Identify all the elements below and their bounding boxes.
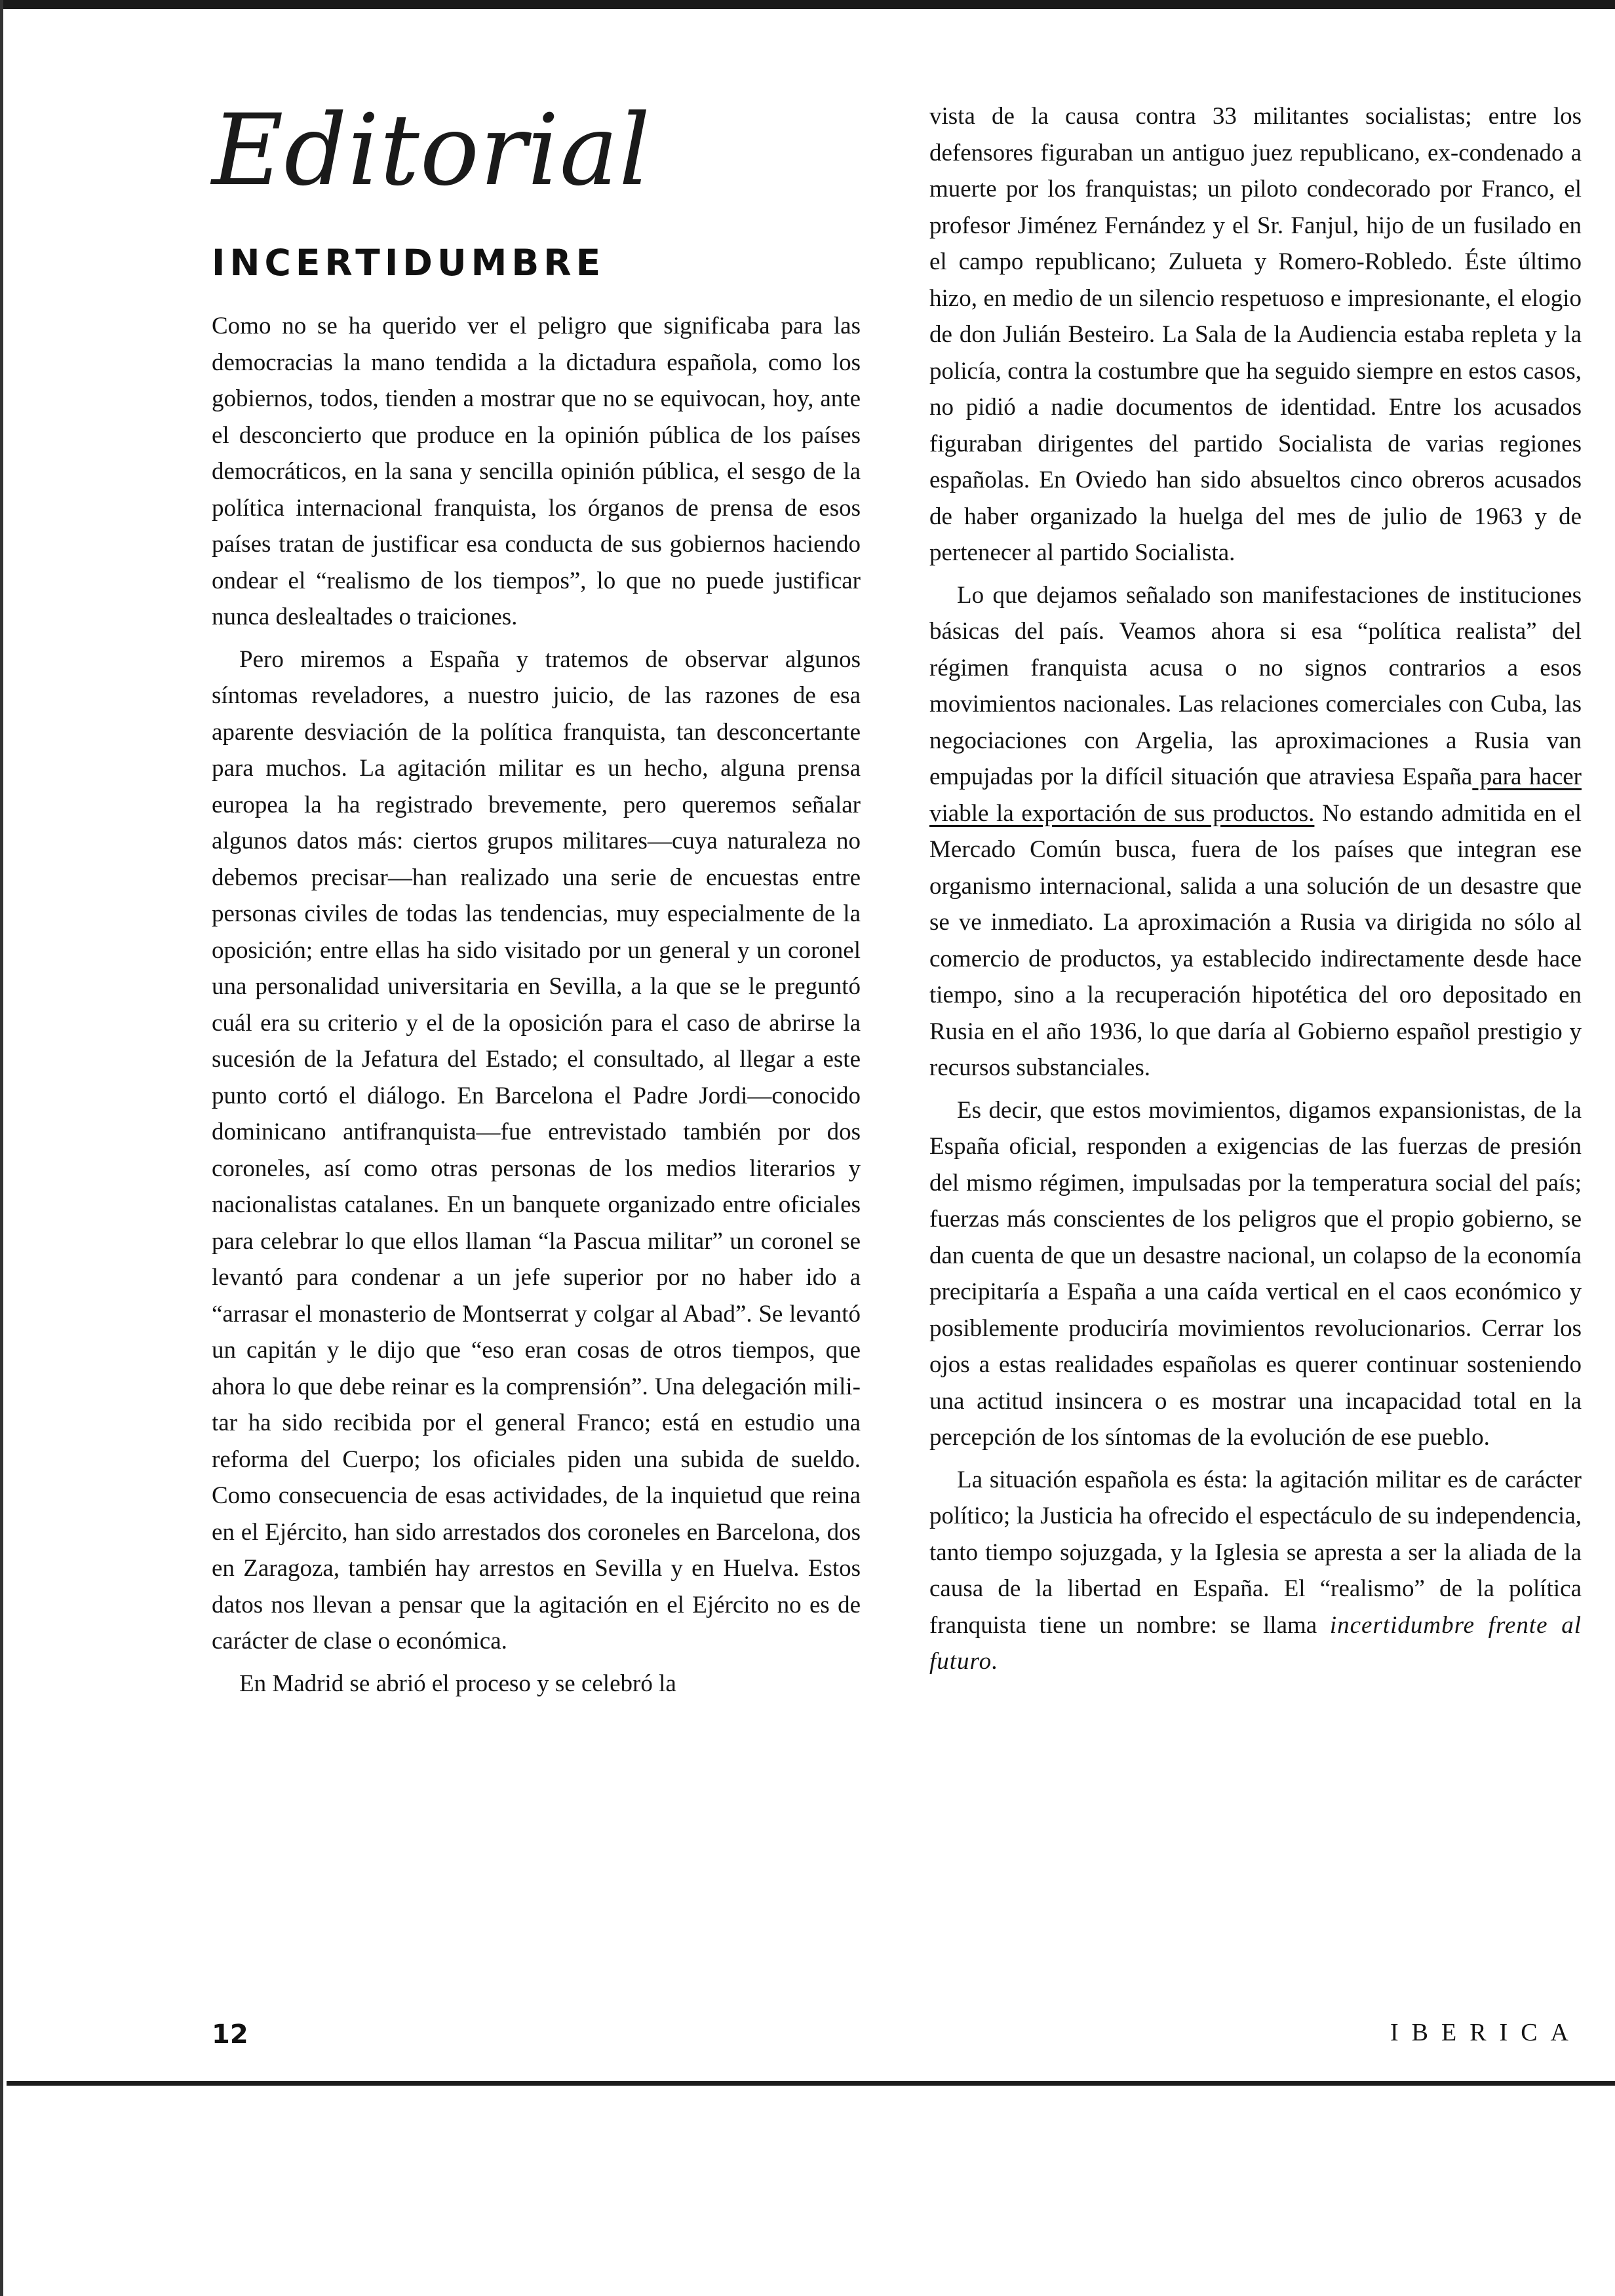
- bottom-rule: [7, 2081, 1615, 2086]
- article-paragraph: [929, 577, 1582, 1086]
- article-paragraph: Es decir, que estos movimientos, digamos expansionistas, de la España oficial, responden a exigencias de las fuerzas de presión del mismo régimen, impulsadas por la temperatura social del país; fuerzas más conscientes de los peligros que el propio gobierno, se dan cuenta de que un desastre nacional, un colapso de la economía precipitaría a España a una caída vertical en el caos económico y posiblemente produciría movimientos revolucionarios. Cerrar los ojos a estas realidades españolas es querer continuar sosteniendo una actitud insincera o es mostrar una incapacidad total en la percepción de los síntomas de la evolución de ese pueblo.: [929, 1096, 1582, 1451]
- page-left-border: [0, 0, 3, 2296]
- page-number: 12: [212, 2019, 248, 2050]
- right-column: [929, 98, 1582, 1680]
- article-paragraph: En Madrid se abrió el proceso y se celebró la: [239, 1670, 676, 1697]
- publication-name: IBERICA: [1390, 2019, 1582, 2046]
- article-paragraph: vista de la causa contra 33 militantes socialistas; entre los defensores figuraban un antiguo juez republicano, ex-condenado a muerte por los franquistas; un piloto condecorado por Franco, el profesor Jiménez Fernández y el Sr. Fanjul, hijo de un fusilado en el campo republicano; Zulueta y Romero-Robledo. Éste último hizo, en medio de un silencio respetuoso e impresionante, el elogio de don Julián Besteiro. La Sala de la Audiencia estaba repleta y la policía, contra la costumbre que ha seguido siempre en estos casos, no pidió a nadie documentos de identidad. Entre los acusados figuraban dirigentes del partido Socialista de varias regiones españolas. En Oviedo han sido absueltos cinco obreros acusados de haber organizado la huelga del mes de julio de 1963 y de pertenecer al partido Socialista.: [929, 103, 1582, 566]
- paragraph-text: No estando admitida en el Mercado Común busca, fuera de los países que integran ese organismo internacional, salida a una solución de un desastre que se ve inmediato. La aproximación a Rusia va dirigida no sólo al comercio de productos, ya establecido indirectamente desde hace tiempo, sino a la recuperación hipotética del oro depositado en Rusia en el año 1936, lo que daría al Gobierno español prestigio y recursos substanciales.: [929, 799, 1582, 1081]
- article-paragraph: [929, 1462, 1582, 1680]
- handwritten-underline-text: para hacer viable la exportación de sus productos.: [929, 763, 1582, 827]
- paragraph-text: La situación española es ésta: la agitación militar es de carácter político; la Justicia ha ofrecido el espectáculo de su independencia, tanto tiempo sojuzgada, y la Iglesia se apresta a ser la aliada de la causa de la libertad en España. El “realismo” de la política franquista tiene un nombre: se llama: [929, 1466, 1582, 1639]
- article-paragraph: Como no se ha querido ver el peligro que significaba para las democracias la mano tendida a la dictadura española, como los gobiernos, todos, tienden a mostrar que no se equivocan, hoy, ante el desconcierto que produce en la opinión pública de los países democráticos, en la sana y sencilla opinión pública, el sesgo de la política internacional franquista, los órganos de prensa de esos países tratan de justificar esa conducta de sus gobiernos haciendo ondear el “realismo de los tiempos”, lo que no puede justificar nunca deslealtades o traiciones.: [212, 313, 861, 630]
- page-top-border: [0, 0, 1615, 9]
- italic-closing-phrase: incertidumbre frente al futuro.: [929, 1611, 1582, 1675]
- article-paragraph: Pero miremos a España y tratemos de observar algunos síntomas reveladores, a nuestro juicio, de las razones de esa aparente desviación de la política franquista, tan desconcertante para muchos. La agitación militar es un hecho, alguna prensa europea la ha registrado brevemente, pero queremos señalar algunos datos más: ciertos grupos militares—cuya naturaleza no debemos precisar—han realizado una serie de encuestas entre personas civiles de todas las tendencias, muy especialmente de la oposición; entre ellas ha sido visitado por un general y un coronel una personalidad universitaria en Sevilla, a la que se le preguntó cuál era su criterio y el de la oposición para el caso de abrirse la sucesión de la Jefatura del Estado; el consultado, al llegar a este punto cortó el diálogo. En Barcelona el Padre Jordi—conocido dominicano antifranquista—fue entrevistado también por dos coroneles, así como otras personas de los medios literarios y nacionalistas catalanes. En un banquete organizado entre oficiales para celebrar lo que ellos llaman “la Pascua militar” un coronel se levantó para condenar a un jefe superior por no haber ido a “arrasar el monasterio de Montserrat y colgar al Abad”. Se levantó un capitán y le dijo que “eso eran cosas de otros tiempos, que ahora lo que debe reinar es la comprensión”. Una delegación militar ha sido recibida por el general Franco; está en estudio una reforma del Cuerpo; los oficiales piden una subida de sueldo. Como consecuencia de esas actividades, de la inquietud que reina en el Ejército, han sido arrestados dos coroneles en Barcelona, dos en Zaragoza, también hay arrestos en Sevilla y en Huelva. Estos datos nos llevan a pensar que la agitación en el Ejército no es de carácter de clase o económica.: [212, 645, 861, 1655]
- masthead-title: Editorial: [212, 94, 652, 208]
- article-headline: INCERTIDUMBRE: [212, 242, 606, 284]
- left-column: [212, 94, 861, 1702]
- paragraph-text: Lo que dejamos señalado son manifestaciones de instituciones básicas del país. Veamos ahora si esa “política realista” del régimen franquista acusa o no signos contrarios a esos movimientos nacionales. Las relaciones comerciales con Cuba, las negociaciones con Argelia, las aproximaciones a Rusia van empujadas por la difícil situación que atraviesa España: [929, 581, 1582, 790]
